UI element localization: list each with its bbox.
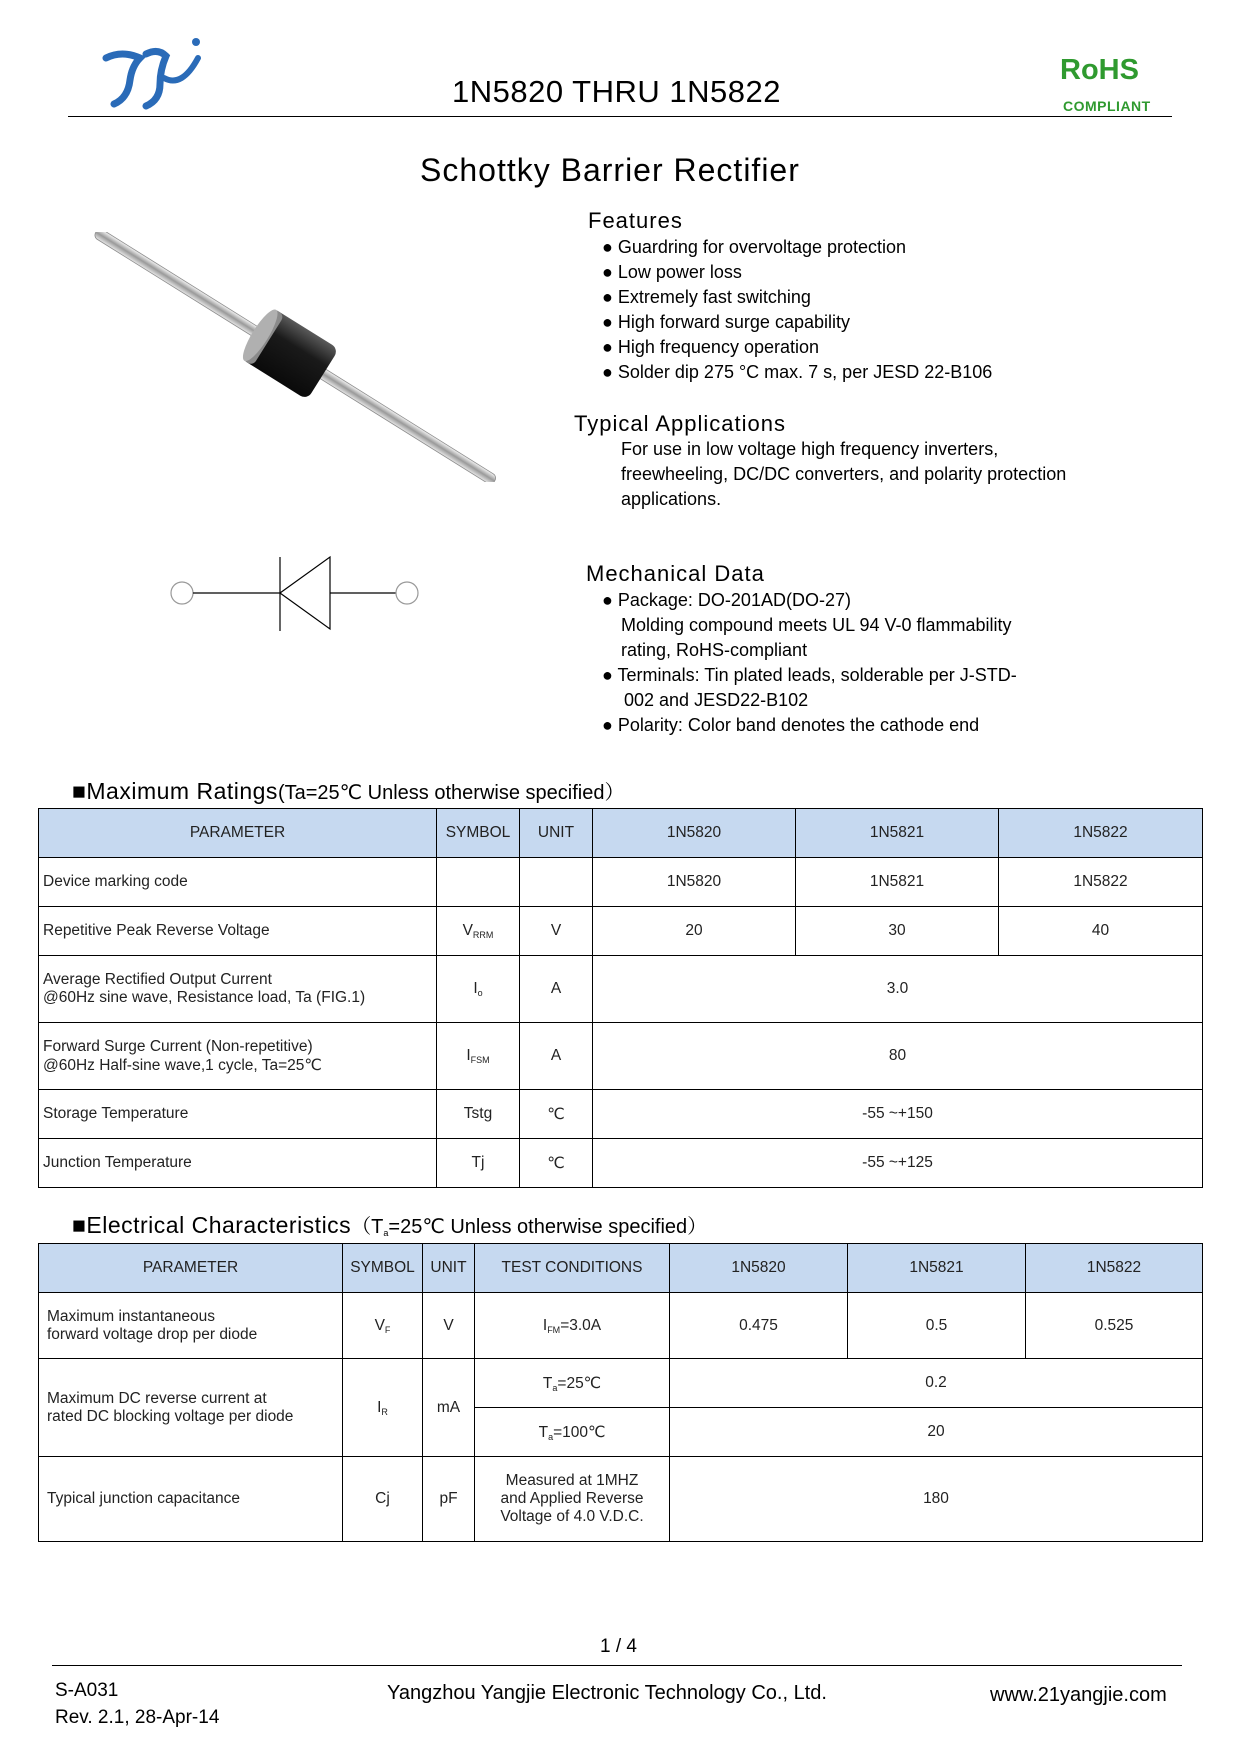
- col-header: TEST CONDITIONS: [475, 1244, 670, 1293]
- mechanical-line: 002 and JESD22-B102: [624, 690, 809, 710]
- features-list: [602, 235, 992, 385]
- value-cell: 1N5820: [593, 858, 796, 907]
- param-cell: Repetitive Peak Reverse Voltage: [39, 907, 437, 956]
- col-header: 1N5821: [848, 1244, 1026, 1293]
- condition-cell: [475, 1293, 670, 1359]
- symbol-subscript: FSM: [470, 1055, 490, 1065]
- unit-cell: V: [423, 1293, 475, 1359]
- diode-package-image: [90, 232, 500, 482]
- value-cell: 1N5822: [999, 858, 1203, 907]
- symbol-text: I: [377, 1398, 382, 1416]
- symbol-cell: [343, 1293, 423, 1359]
- table-row: [39, 907, 1203, 956]
- mechanical-line: ● Terminals: Tin plated leads, solderable per J-STD-: [602, 665, 1017, 685]
- symbol-text: V: [374, 1316, 385, 1334]
- company-logo: [102, 36, 206, 110]
- symbol-cell: Tj: [437, 1139, 520, 1188]
- electrical-table: [38, 1243, 1203, 1542]
- unit-cell: A: [520, 956, 593, 1023]
- company-name: Yangzhou Yangjie Electronic Technology Co., Ltd.: [387, 1682, 827, 1704]
- value-cell: 180: [670, 1457, 1203, 1542]
- symbol-cell: [437, 1023, 520, 1090]
- value-cell: 40: [999, 907, 1203, 956]
- feature-item: ● Low power loss: [602, 262, 742, 282]
- condition-cell: [475, 1359, 670, 1408]
- symbol-text: I: [466, 1047, 471, 1064]
- param-cell: [39, 1359, 343, 1457]
- condition-line: Measured at 1MHZ: [505, 1472, 639, 1489]
- doc-code: S-A031: [55, 1680, 119, 1701]
- condition-line: and Applied Reverse: [500, 1490, 644, 1507]
- unit-cell: [520, 858, 593, 907]
- mechanical-line: ● Package: DO-201AD(DO-27): [602, 590, 851, 610]
- unit-cell: mA: [423, 1359, 475, 1457]
- table-header-row: [39, 809, 1203, 858]
- table-row: [39, 1090, 1203, 1139]
- mechanical-line: ● Polarity: Color band denotes the cathode end: [602, 715, 980, 735]
- param-line: Maximum DC reverse current at: [47, 1389, 267, 1407]
- condition-cell: [475, 1408, 670, 1457]
- param-line: Average Rectified Output Current: [43, 971, 272, 988]
- condition-subscript: a: [552, 1382, 558, 1393]
- param-cell: Junction Temperature: [39, 1139, 437, 1188]
- table-row: [39, 1139, 1203, 1188]
- value-cell: 30: [796, 907, 999, 956]
- feature-item: ● Guardring for overvoltage protection: [602, 237, 907, 257]
- electrical-condition-rest: =25℃ Unless otherwise specified）: [388, 1216, 708, 1238]
- col-header: PARAMETER: [39, 1244, 343, 1293]
- symbol-subscript: F: [384, 1324, 391, 1335]
- electrical-heading: [72, 1210, 707, 1239]
- table-header-row: [39, 1244, 1203, 1293]
- symbol-cell: [437, 858, 520, 907]
- condition-subscript: a: [548, 1431, 554, 1442]
- condition-subscript: FM: [547, 1324, 561, 1335]
- symbol-subscript: o: [477, 988, 483, 998]
- applications-heading: Typical Applications: [574, 411, 786, 436]
- condition-text: T: [538, 1423, 549, 1441]
- condition-text: I: [542, 1316, 548, 1334]
- table-row: [39, 1457, 1203, 1542]
- condition-text: T: [542, 1374, 553, 1392]
- value-cell: 80: [593, 1023, 1203, 1090]
- col-header: SYMBOL: [343, 1244, 423, 1293]
- rohs-compliant-label: COMPLIANT: [1063, 98, 1151, 114]
- unit-cell: A: [520, 1023, 593, 1090]
- col-header: SYMBOL: [437, 809, 520, 858]
- diode-symbol-schematic: [170, 555, 420, 635]
- param-cell: Typical junction capacitance: [39, 1457, 343, 1542]
- page-subtitle: Schottky Barrier Rectifier: [420, 152, 800, 188]
- param-line: Maximum instantaneous: [47, 1307, 215, 1325]
- param-cell: [39, 1293, 343, 1359]
- condition-text-rest: =3.0A: [560, 1316, 602, 1334]
- value-cell: -55 ~+150: [593, 1090, 1203, 1139]
- value-cell: 0.525: [1026, 1293, 1203, 1359]
- symbol-text: I: [473, 980, 478, 997]
- symbol-subscript: RRM: [472, 930, 494, 940]
- symbol-text: V: [462, 922, 473, 939]
- symbol-cell: [343, 1359, 423, 1457]
- value-cell: 20: [593, 907, 796, 956]
- param-cell: Device marking code: [39, 858, 437, 907]
- col-header: 1N5821: [796, 809, 999, 858]
- condition-line: Voltage of 4.0 V.D.C.: [500, 1508, 644, 1525]
- col-header: 1N5820: [593, 809, 796, 858]
- doc-title: 1N5820 THRU 1N5822: [452, 74, 781, 109]
- param-cell: [39, 956, 437, 1023]
- unit-cell: ℃: [520, 1139, 593, 1188]
- value-cell: 0.5: [848, 1293, 1026, 1359]
- page-number: 1 / 4: [600, 1636, 637, 1657]
- applications-line: freewheeling, DC/DC converters, and polarity protection: [621, 464, 1067, 484]
- feature-item: ● High forward surge capability: [602, 312, 850, 332]
- col-header: 1N5822: [1026, 1244, 1203, 1293]
- param-cell: [39, 1023, 437, 1090]
- mechanical-heading: Mechanical Data: [586, 561, 765, 586]
- rohs-logo: RoHS: [1060, 54, 1139, 86]
- table-row: [39, 1023, 1203, 1090]
- col-header: 1N5820: [670, 1244, 848, 1293]
- header-divider: [68, 116, 1172, 117]
- value-cell: 0.475: [670, 1293, 848, 1359]
- param-line: Forward Surge Current (Non-repetitive): [43, 1037, 313, 1055]
- col-header: 1N5822: [999, 809, 1203, 858]
- symbol-cell: [437, 956, 520, 1023]
- feature-item: ● High frequency operation: [602, 337, 820, 357]
- max-ratings-title: ■Maximum Ratings: [72, 778, 278, 804]
- table-row: [39, 858, 1203, 907]
- symbol-cell: Cj: [343, 1457, 423, 1542]
- max-ratings-table: [38, 808, 1203, 1188]
- doc-revision: Rev. 2.1, 28-Apr-14: [55, 1707, 220, 1728]
- table-row: [39, 956, 1203, 1023]
- col-header: UNIT: [423, 1244, 475, 1293]
- max-ratings-heading: [72, 776, 624, 805]
- mechanical-data: [602, 588, 1017, 738]
- param-line: rated DC blocking voltage per diode: [47, 1407, 294, 1425]
- col-header: PARAMETER: [39, 809, 437, 858]
- unit-cell: pF: [423, 1457, 475, 1542]
- unit-cell: V: [520, 907, 593, 956]
- col-header: UNIT: [520, 809, 593, 858]
- table-row: [39, 1293, 1203, 1359]
- param-line: @60Hz sine wave, Resistance load, Ta (FIG.1): [43, 989, 366, 1006]
- applications-line: For use in low voltage high frequency inverters,: [621, 439, 999, 459]
- applications-line: applications.: [621, 489, 722, 509]
- value-cell: -55 ~+125: [593, 1139, 1203, 1188]
- symbol-cell: Tstg: [437, 1090, 520, 1139]
- value-cell: 0.2: [670, 1359, 1203, 1408]
- max-ratings-condition: (Ta=25℃ Unless otherwise specified）: [277, 782, 625, 804]
- value-cell: 20: [670, 1408, 1203, 1457]
- electrical-condition-sub: a: [383, 1228, 389, 1238]
- mechanical-line: rating, RoHS-compliant: [621, 640, 808, 660]
- param-line: @60Hz Half-sine wave,1 cycle, Ta=25℃: [43, 1056, 322, 1074]
- param-cell: Storage Temperature: [39, 1090, 437, 1139]
- condition-cell: [475, 1457, 670, 1542]
- electrical-title: ■Electrical Characteristics: [72, 1212, 352, 1238]
- table-row: [39, 1359, 1203, 1408]
- features-heading: Features: [588, 208, 683, 233]
- electrical-condition: （T: [351, 1216, 384, 1238]
- unit-cell: ℃: [520, 1090, 593, 1139]
- symbol-subscript: R: [381, 1406, 388, 1417]
- param-line: forward voltage drop per diode: [47, 1325, 258, 1343]
- footer-divider: [52, 1665, 1182, 1666]
- feature-item: ● Extremely fast switching: [602, 287, 811, 307]
- value-cell: 1N5821: [796, 858, 999, 907]
- mechanical-line: Molding compound meets UL 94 V-0 flammability: [621, 615, 1012, 635]
- condition-text-rest: =100℃: [553, 1423, 606, 1441]
- company-website[interactable]: www.21yangjie.com: [990, 1684, 1167, 1706]
- condition-text-rest: =25℃: [557, 1374, 602, 1392]
- applications-text: [621, 437, 1066, 512]
- feature-item: ● Solder dip 275 °C max. 7 s, per JESD 22-B106: [602, 362, 993, 382]
- symbol-cell: [437, 907, 520, 956]
- value-cell: 3.0: [593, 956, 1203, 1023]
